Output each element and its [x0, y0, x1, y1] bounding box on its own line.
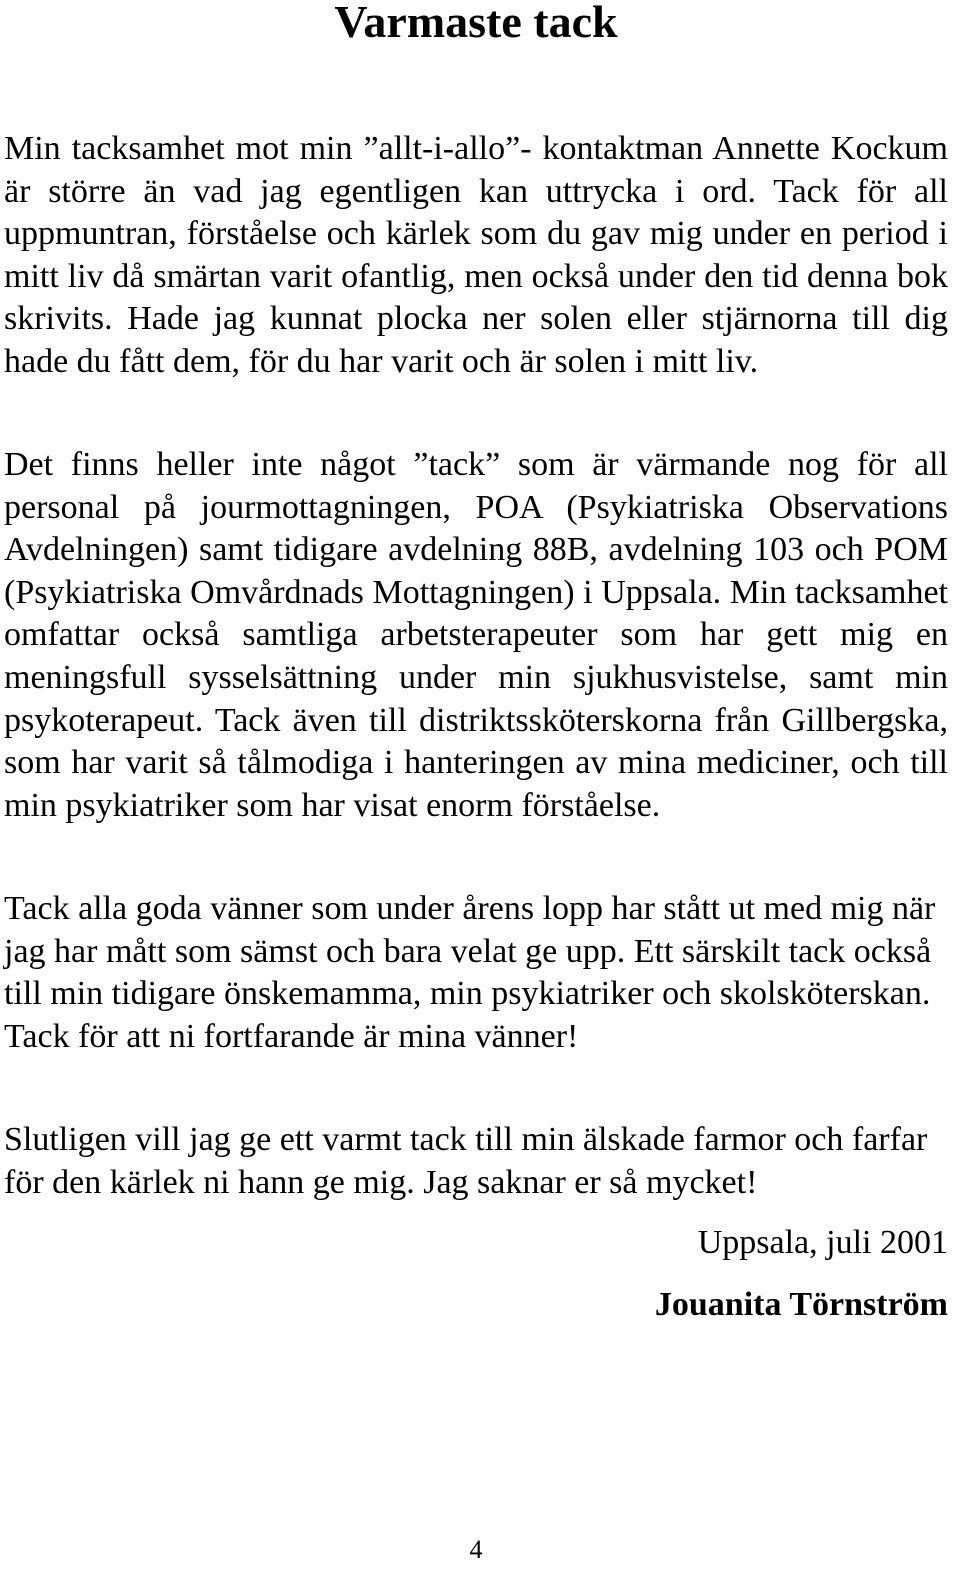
paragraph-staff-thanks: Det finns heller inte något ”tack” som är värmande nog för all personal på jourmottagningen, POA (Psykiatriska Observations Avdelningen) samt tidigare avdelning 88B, avdelning 103 och POM (Psykiatriska Omvårdnads Mottagningen) i Uppsala. Min tacksamhet omfattar också samtliga arbetsterapeuter som har gett mig en meningsfull sysselsättning under min sjukhusvistelse, samt min psykoterapeut. Tack även till distriktssköterskorna från Gillbergska, som har varit så tålmodiga i hanteringen av mina mediciner, och till min psykiatriker som har visat enorm förståelse.: [4, 446, 948, 824]
page-title: Varmaste tack: [334, 0, 618, 47]
paragraph-grandparents-thanks: Slutligen vill jag ge ett varmt tack till min älskade farmor och farfar för den kärlek ni hann ge mig. Jag saknar er så mycket!: [4, 1121, 928, 1201]
paragraph-contact-person-thanks: Min tacksamhet mot min ”allt-i-allo”- kontaktman Annette Kockum är större än vad jag egentligen kan uttrycka i ord. Tack för all uppmuntran, förståelse och kärlek som du gav mig under en period i mitt liv då smärtan varit ofantlig, men också under den tid denna bok skrivits. Hade jag kunnat plocka ner solen eller stjärnorna till dig hade du fått dem, för du har varit och är solen i mitt liv.: [4, 130, 948, 380]
paragraph-friends-thanks: Tack alla goda vänner som under årens lopp har stått ut med mig när jag har mått som sämst och bara velat ge upp. Ett särskilt tack också till min tidigare önskemamma, min psykiatriker och skolsköterskan. Tack för att ni fortfarande är mina vänner!: [4, 890, 936, 1055]
place-date: Uppsala, juli 2001: [697, 1224, 948, 1261]
author-signature: Jouanita Törnström: [654, 1286, 948, 1323]
page-number: 4: [469, 1535, 483, 1564]
